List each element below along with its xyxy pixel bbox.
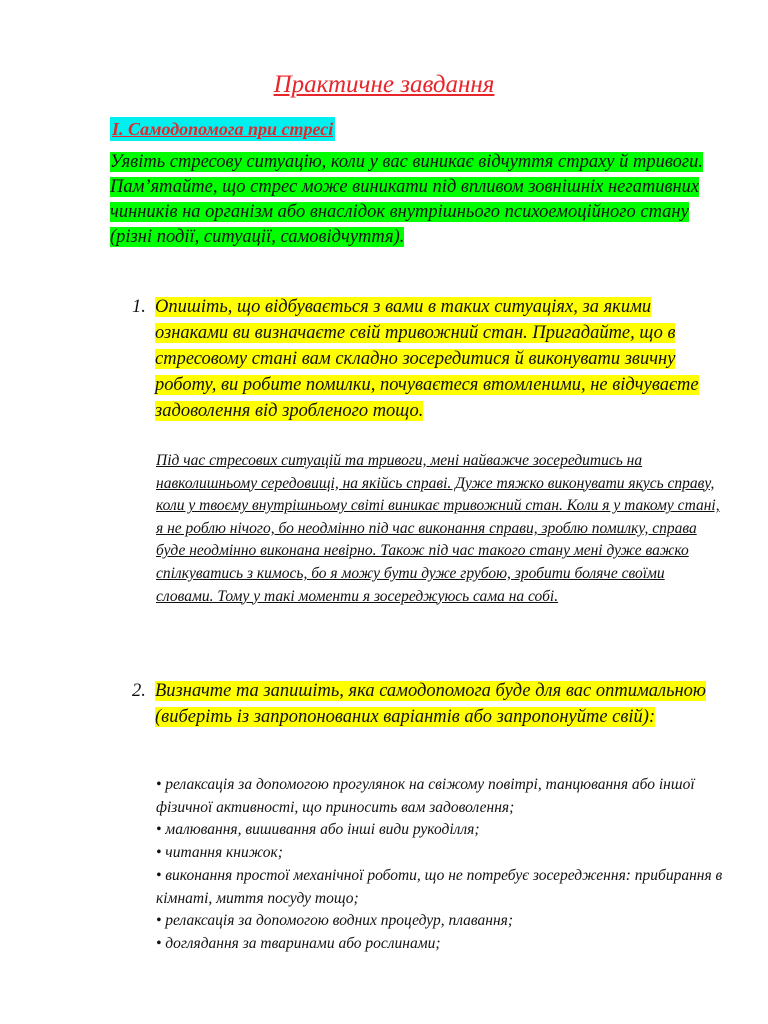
intro-paragraph [110,150,722,250]
task-1-number: 1. [132,297,146,317]
task-1-highlighted-text: Опишіть, що відбувається з вами в таких ситуаціях, за якими ознаками ви визначаєте свій тривожний стан. Пригадайте, що в стресовому стані вам складно зосередитися й виконувати звичну роботу, ви робите помилки, почуваєтеся втомленими, не відчуваєте задоволення від зробленого тощо. [155,297,699,421]
task-2-text [155,678,725,730]
list-item: • виконання простої механічної роботи, що не потребує зосередження: прибирання в кімнаті, миття посуду тощо; [156,866,723,907]
list-item: • читання книжок; [156,844,283,862]
list-item: • малювання, вишивання або інші види рукоділля; [156,821,480,839]
answer-paragraph: Під час стресових ситуацій та тривоги, мені найважче зосередитись на навколишньому середовищі, на якійсь справі. Дуже тяжко виконувати якусь справу, коли у твоєму внутрішньому світі виникає тривожний стан. Коли я у такому стані, я не роблю нічого, бо неодмінно під час виконання справи, зроблю помилку, справа буде неодмінно виконана невірно. Також під час такого стану мені дуже важко спілкуватись з кимось, бо я можу бути дуже грубою, зробити боляче своїми словами. Тому у такі моменти я зосереджуюсь сама на собі. [156,452,720,605]
section-heading: І. Самодопомога при стресі [112,119,334,139]
page-title: Практичне завдання [273,71,495,98]
self-help-options-list [156,774,731,956]
list-item: • релаксація за допомогою водних процедур, плавання; [156,912,514,930]
task-1-text [155,294,725,424]
intro-text: Уявіть стресову ситуацію, коли у вас виникає відчуття страху й тривоги. Пам’ятайте, що стрес може виникати під впливом зовнішніх негативних чинників на організм або внаслідок внутрішнього психоемоційного стану (різні події, ситуації, самовідчуття). [110,152,703,247]
list-item: • релаксація за допомогою прогулянок на свіжому повітрі, танцювання або іншої фізичної активності, що приносить вам задоволення; [156,776,695,816]
list-item: • доглядання за тваринами або рослинами; [156,934,441,952]
task-2-highlighted-text: Визначте та запишіть, яка самодопомога буде для вас оптимальною (виберіть із запропонованих варіантів або запропонуйте свій): [155,681,706,727]
task-2-number: 2. [132,681,146,701]
